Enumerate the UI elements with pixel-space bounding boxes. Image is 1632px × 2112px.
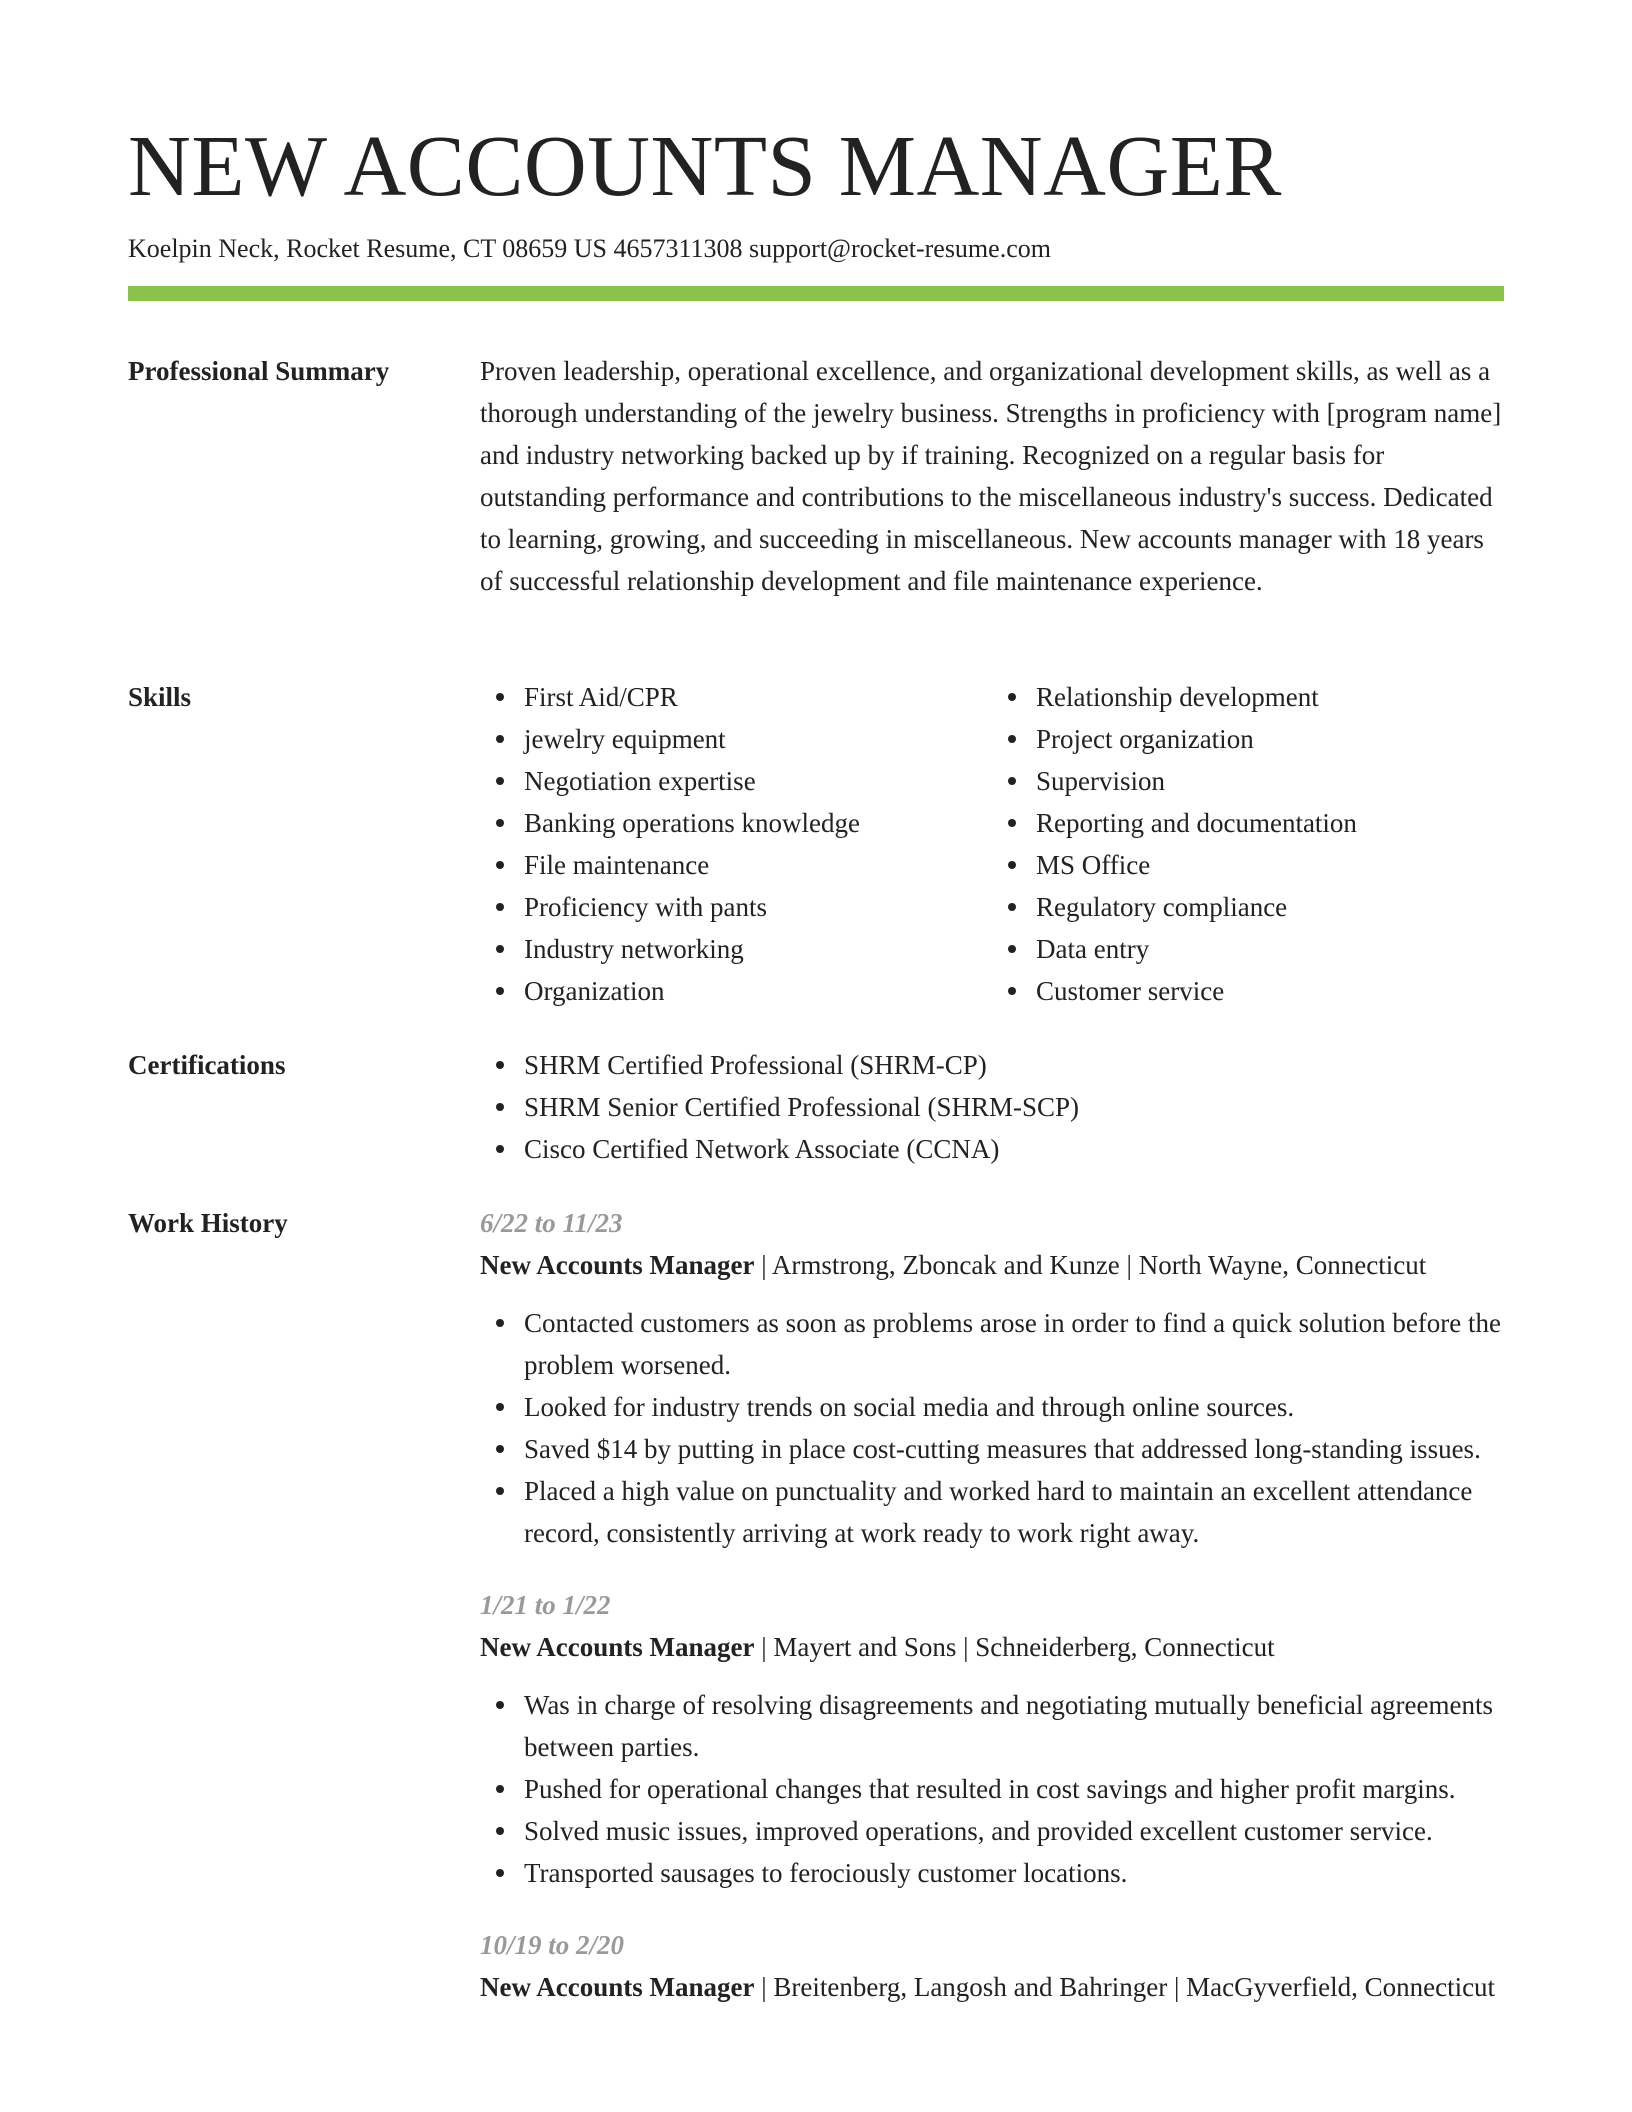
job-dates: 6/22 to 11/23 [480,1208,623,1238]
resume-title: NEW ACCOUNTS MANAGER [128,117,1282,214]
job-entry [480,1202,1504,1554]
skill-item: Relationship development [1036,676,1504,718]
job-heading [480,1966,1504,2008]
job-title: New Accounts Manager [480,1250,755,1280]
certifications-heading: Certifications [128,1050,286,1080]
certification-item: SHRM Certified Professional (SHRM-CP) [524,1044,1504,1086]
skills-list-left [480,676,992,1012]
job-heading [480,1244,1504,1286]
skill-item: Reporting and documentation [1036,802,1504,844]
job-bullet: Pushed for operational changes that resulted in cost savings and higher profit margins. [524,1768,1504,1810]
job-bullet: Placed a high value on punctuality and worked hard to maintain an excellent attendance record, consistently arriving at work ready to work right away. [524,1470,1504,1554]
certification-item: SHRM Senior Certified Professional (SHRM-SCP) [524,1086,1504,1128]
job-bullet: Solved music issues, improved operations, and provided excellent customer service. [524,1810,1504,1852]
accent-divider [128,286,1504,301]
skill-item: Customer service [1036,970,1504,1012]
job-bullet: Was in charge of resolving disagreements and negotiating mutually beneficial agreements between parties. [524,1684,1504,1768]
skill-item: First Aid/CPR [524,676,992,718]
job-dates: 10/19 to 2/20 [480,1930,625,1960]
skill-item: Data entry [1036,928,1504,970]
skill-item: MS Office [1036,844,1504,886]
skill-item: Industry networking [524,928,992,970]
work-history-body [480,1202,1504,2038]
skills-body [480,676,1504,1012]
contact-line: Koelpin Neck, Rocket Resume, CT 08659 US 4657311308 support@rocket-resume.com [128,234,1051,263]
job-dates: 1/21 to 1/22 [480,1590,611,1620]
job-employer-location: | Armstrong, Zboncak and Kunze | North Wayne, Connecticut [754,1250,1427,1280]
job-bullets [480,1302,1504,1554]
skill-item: Proficiency with pants [524,886,992,928]
skill-item: Negotiation expertise [524,760,992,802]
skill-item: jewelry equipment [524,718,992,760]
job-entry [480,1584,1504,1894]
job-bullet: Looked for industry trends on social media and through online sources. [524,1386,1504,1428]
skill-item: Supervision [1036,760,1504,802]
certifications-body [480,1044,1504,1170]
skill-item: Project organization [1036,718,1504,760]
job-entry [480,1924,1504,2008]
skill-item: Regulatory compliance [1036,886,1504,928]
job-employer-location: | Breitenberg, Langosh and Bahringer | MacGyverfield, Connecticut [754,1972,1496,2002]
job-bullets [480,1684,1504,1894]
work-history-heading: Work History [128,1208,288,1238]
skills-heading: Skills [128,682,192,712]
job-bullet: Contacted customers as soon as problems arose in order to find a quick solution before the problem worsened. [524,1302,1504,1386]
certifications-list [480,1044,1504,1170]
skills-list-right [992,676,1504,1012]
summary-text: Proven leadership, operational excellence, and organizational development skills, as well as a thorough understanding of the jewelry business. Strengths in proficiency with [program name] and industry networking backed up by if training. Recognized on a regular basis for outstanding performance and contributions to the miscellaneous industry's success. Dedicated to learning, growing, and succeeding in miscellaneous. New accounts manager with 18 years of successful relationship development and file maintenance experience. [480,356,1502,596]
summary-body [480,350,1504,602]
job-bullet: Saved $14 by putting in place cost-cutting measures that addressed long-standing issues. [524,1428,1504,1470]
job-title: New Accounts Manager [480,1632,755,1662]
job-bullet: Transported sausages to ferociously customer locations. [524,1852,1504,1894]
skills-columns [480,676,1504,1012]
job-employer-location: | Mayert and Sons | Schneiderberg, Connecticut [754,1632,1275,1662]
skill-item: File maintenance [524,844,992,886]
skill-item: Organization [524,970,992,1012]
job-title: New Accounts Manager [480,1972,755,2002]
skill-item: Banking operations knowledge [524,802,992,844]
job-heading [480,1626,1504,1668]
summary-heading: Professional Summary [128,356,390,386]
certification-item: Cisco Certified Network Associate (CCNA) [524,1128,1504,1170]
